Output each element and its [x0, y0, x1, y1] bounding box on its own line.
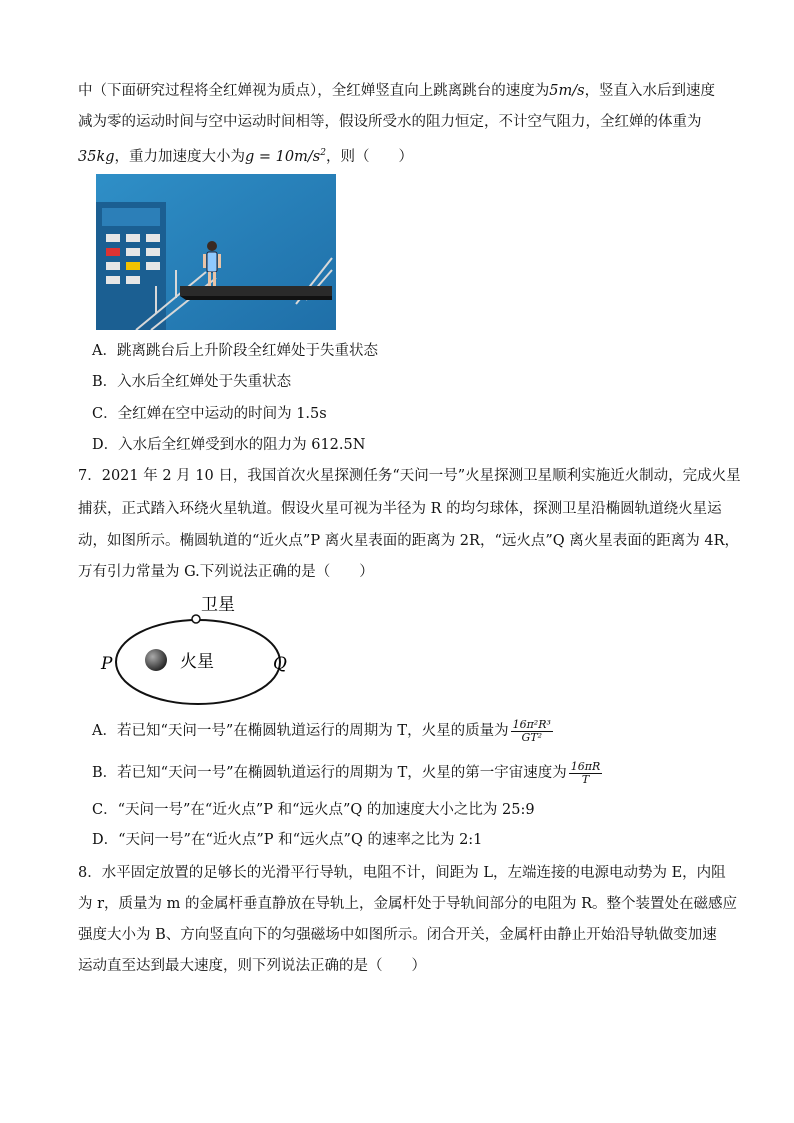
q6-option-b[interactable]: B．入水后全红婵处于失重状态	[92, 374, 292, 390]
q7-option-a[interactable]	[92, 716, 553, 746]
velocity-value: 5m/s	[549, 83, 585, 99]
q6-stem-line-2: 减为零的运动时间与空中运动时间相等，假设所受水的阻力恒定，不计空气阻力，全红婵的体重为	[78, 114, 702, 130]
diving-platform-photo	[96, 174, 336, 330]
q6-text: ，竖直入水后到速度	[584, 83, 716, 99]
q7-option-a-text: A．若已知“天问一号”在椭圆轨道运行的周期为 T，火星的质量为	[92, 723, 509, 739]
fraction-denominator: T	[581, 772, 590, 786]
q6-option-c[interactable]: C．全红婵在空中运动的时间为 1.5s	[92, 406, 327, 422]
label-p: P	[101, 654, 113, 674]
q6-text: ，重力加速度大小为	[114, 148, 246, 165]
fraction-numerator: 16πR	[570, 759, 601, 773]
satellite-label: 卫星	[201, 595, 235, 614]
q7-option-d[interactable]: D．“天问一号”在“近火点”P 和“远火点”Q 的速率之比为 2:1	[92, 832, 483, 848]
gravity-exponent: 2	[320, 148, 326, 158]
mass-formula	[511, 719, 553, 744]
satellite-marker	[192, 615, 200, 623]
q7-option-c[interactable]: C．“天问一号”在“近火点”P 和“远火点”Q 的加速度大小之比为 25:9	[92, 802, 535, 818]
mars-body	[145, 649, 167, 671]
label-q: Q	[273, 654, 287, 674]
q7-stem-line-3: 动，如图所示。椭圆轨道的“近火点”P 离火星表面的距离为 2R，“远火点”Q 离火星表面的距离为 4R，	[78, 533, 740, 549]
q7-stem-line-4: 万有引力常量为 G.下列说法正确的是（ ）	[78, 564, 374, 580]
q7-stem-line-1: 7．2021 年 2 月 10 日，我国首次火星探测任务“天问一号”火星探测卫星顺利实施近火制动，完成火星	[78, 468, 741, 484]
q6-stem-line-1	[78, 81, 715, 101]
q7-stem-line-2: 捕获，正式踏入环绕火星轨道。假设火星可视为半径为 R 的均匀球体，探测卫星沿椭圆轨道绕火星运	[78, 501, 722, 517]
q6-text: 中（下面研究过程将全红婵视为质点），全红婵竖直向上跳离跳台的速度为	[78, 83, 550, 99]
q7-option-b[interactable]	[92, 758, 602, 788]
q8-stem-line-2: 为 r，质量为 m 的金属杆垂直静放在导轨上，金属杆处于导轨间部分的电阻为 R。整个装置处在磁感应	[78, 896, 738, 912]
q6-text: ，则（ ）	[325, 148, 413, 165]
q8-stem-line-1: 8．水平固定放置的足够长的光滑平行导轨，电阻不计，间距为 L，左端连接的电源电动势为 E，内阻	[78, 865, 726, 881]
velocity-formula	[569, 761, 603, 786]
q8-stem-line-4: 运动直至达到最大速度，则下列说法正确的是（ ）	[78, 958, 426, 974]
q8-stem-line-3: 强度大小为 B、方向竖直向下的匀强磁场中如图所示。闭合开关，金属杆由静止开始沿导轨做变加速	[78, 927, 717, 943]
planet-label: 火星	[180, 652, 214, 671]
q6-option-d[interactable]: D．入水后全红婵受到水的阻力为 612.5N	[92, 437, 366, 453]
fraction-numerator: 16π²R³	[512, 717, 551, 731]
orbit-diagram	[98, 590, 298, 710]
gravity-value: g = 10m/s	[245, 148, 321, 165]
q6-option-a[interactable]: A．跳离跳台后上升阶段全红婵处于失重状态	[92, 343, 378, 359]
fraction-denominator: GT²	[521, 730, 543, 744]
q7-option-b-text: B．若已知“天问一号”在椭圆轨道运行的周期为 T，火星的第一宇宙速度为	[92, 765, 567, 781]
mass-value: 35kg	[78, 148, 115, 165]
q6-stem-line-3	[78, 143, 413, 167]
